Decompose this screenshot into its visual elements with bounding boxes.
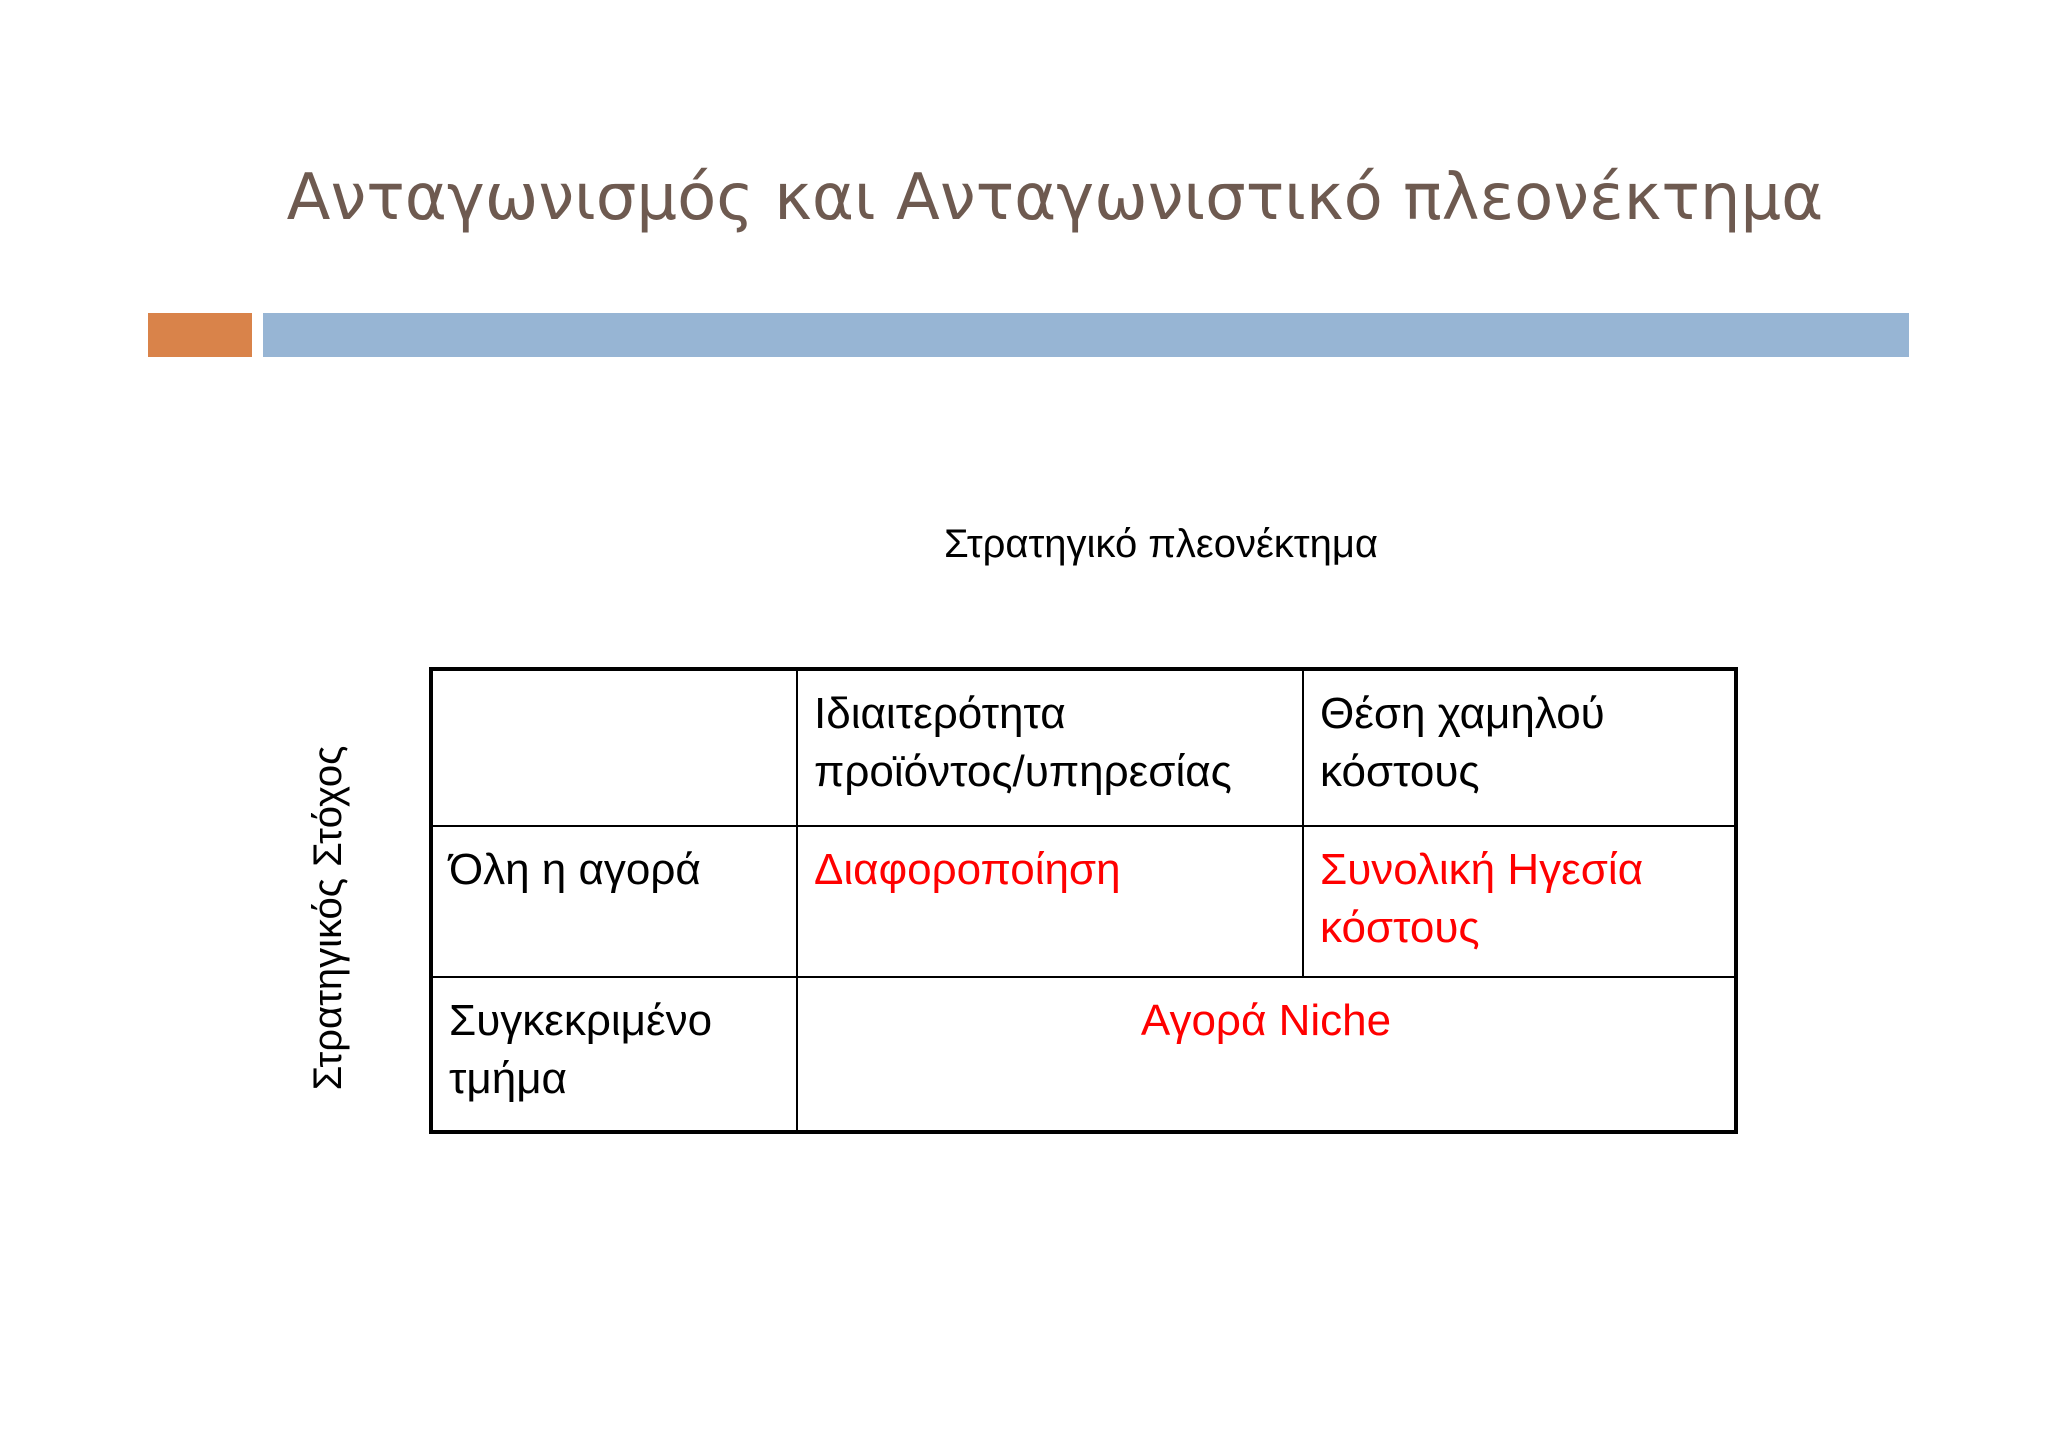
- column-axis-label: Στρατηγικό πλεονέκτημα: [944, 522, 1379, 566]
- table-row-whole-market: [431, 826, 1736, 977]
- row-axis-label: Στρατηγικός Στόχος: [306, 745, 350, 1091]
- column-header-low-cost: [1303, 669, 1736, 826]
- table-row-header: [431, 669, 1736, 826]
- cell-differentiation: [797, 826, 1303, 977]
- column-header-line: Ιδιαιτερότητα: [814, 689, 1066, 738]
- table-corner-cell: [431, 669, 797, 826]
- cell-niche-market: [797, 977, 1736, 1132]
- row-header-line: Όλη η αγορά: [449, 845, 701, 894]
- title-accent-bar-orange: [148, 313, 252, 357]
- row-header-line: Συγκεκριμένο: [449, 996, 713, 1045]
- row-header-whole-market: [431, 826, 797, 977]
- strategy-matrix-table: [429, 667, 1738, 1134]
- table-row-specific-segment: [431, 977, 1736, 1132]
- title-accent-bar-blue: [263, 313, 1909, 357]
- column-header-line: προϊόντος/υπηρεσίας: [814, 747, 1232, 796]
- slide-title: Ανταγωνισμός και Ανταγωνιστικό πλεονέκτημα: [286, 161, 1824, 235]
- strategy-text: Συνολική Ηγεσία: [1320, 845, 1644, 894]
- cell-overall-cost-leadership: [1303, 826, 1736, 977]
- column-header-line: κόστους: [1320, 747, 1480, 796]
- column-header-differentiation: [797, 669, 1303, 826]
- row-header-specific-segment: [431, 977, 797, 1132]
- strategy-text: Διαφοροποίηση: [814, 845, 1121, 894]
- strategy-text: κόστους: [1320, 903, 1480, 952]
- strategy-text: Αγορά Niche: [1140, 996, 1392, 1045]
- column-header-line: Θέση χαμηλού: [1320, 689, 1605, 738]
- row-header-line: τμήμα: [449, 1054, 567, 1103]
